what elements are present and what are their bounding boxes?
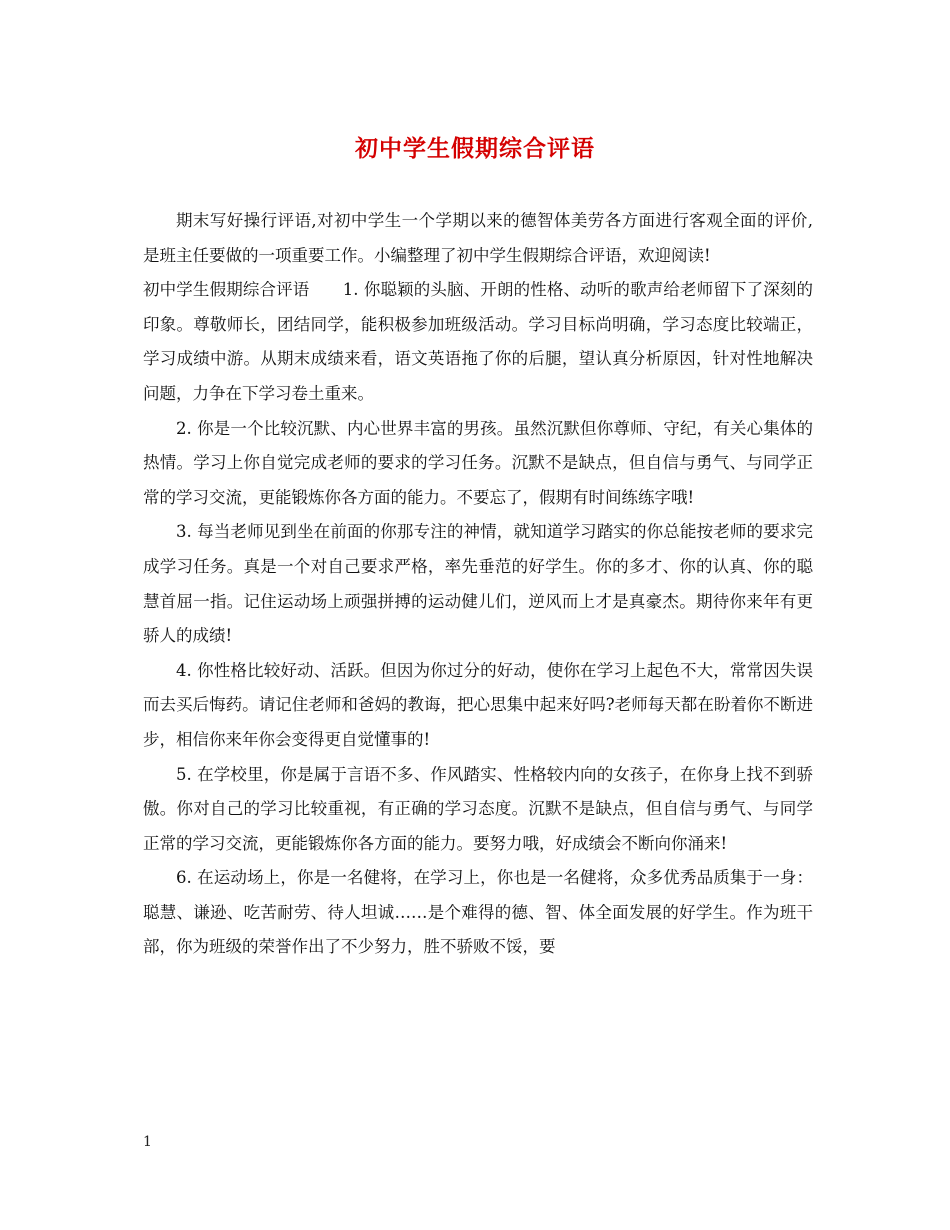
paragraph-comment-1: 初中学生假期综合评语 1. 你聪颖的头脑、开朗的性格、动听的歌声给老师留下了深刻的印象。尊敬师长，团结同学，能积极参加班级活动。学习目标尚明确，学习态度比较端正，学习成绩中游。从期末成绩来看，语文英语拖了你的后腿，望认真分析原因，针对性地解决问题，力争在下学习卷土重来。 — [143, 280, 813, 403]
paragraph-comment-6: 6. 在运动场上，你是一名健将，在学习上，你也是一名健将，众多优秀品质集于一身：聪慧、谦逊、吃苦耐劳、待人坦诚……是个难得的德、智、体全面发展的好学生。作为班干部，你为班级的荣誉作出了不少努力，胜不骄败不馁，要 — [143, 868, 813, 957]
paragraph-comment-4: 4. 你性格比较好动、活跃。但因为你过分的好动，使你在学习上起色不大，常常因失误而去买后悔药。请记住老师和爸妈的教诲，把心思集中起来好吗?老师每天都在盼着你不断进步，相信你来年你会变得更自觉懂事的! — [143, 660, 813, 749]
paragraph-comment-2: 2. 你是一个比较沉默、内心世界丰富的男孩。虽然沉默但你尊师、守纪，有关心集体的热情。学习上你自觉完成老师的要求的学习任务。沉默不是缺点，但自信与勇气、与同学正常的学习交流，更能锻炼你各方面的能力。不要忘了，假期有时间练练字哦! — [143, 418, 813, 507]
document-title: 初中学生假期综合评语 — [355, 135, 595, 162]
paragraph-intro: 期末写好操行评语,对初中学生一个学期以来的德智体美劳各方面进行客观全面的评价,是班主任要做的一项重要工作。小编整理了初中学生假期综合评语，欢迎阅读! — [143, 211, 813, 265]
document-body — [143, 204, 813, 965]
page-number: 1 — [143, 1134, 152, 1150]
paragraph-comment-5: 5. 在学校里，你是属于言语不多、作风踏实、性格较内向的女孩子，在你身上找不到骄傲。你对自己的学习比较重视，有正确的学习态度。沉默不是缺点，但自信与勇气、与同学正常的学习交流，更能锻炼你各方面的能力。要努力哦，好成绩会不断向你涌来! — [143, 764, 813, 853]
paragraph-comment-3: 3. 每当老师见到坐在前面的你那专注的神情，就知道学习踏实的你总能按老师的要求完成学习任务。真是一个对自己要求严格，率先垂范的好学生。你的多才、你的认真、你的聪慧首屈一指。记住运动场上顽强拼搏的运动健儿们，逆风而上才是真豪杰。期待你来年有更骄人的成绩! — [143, 522, 813, 646]
